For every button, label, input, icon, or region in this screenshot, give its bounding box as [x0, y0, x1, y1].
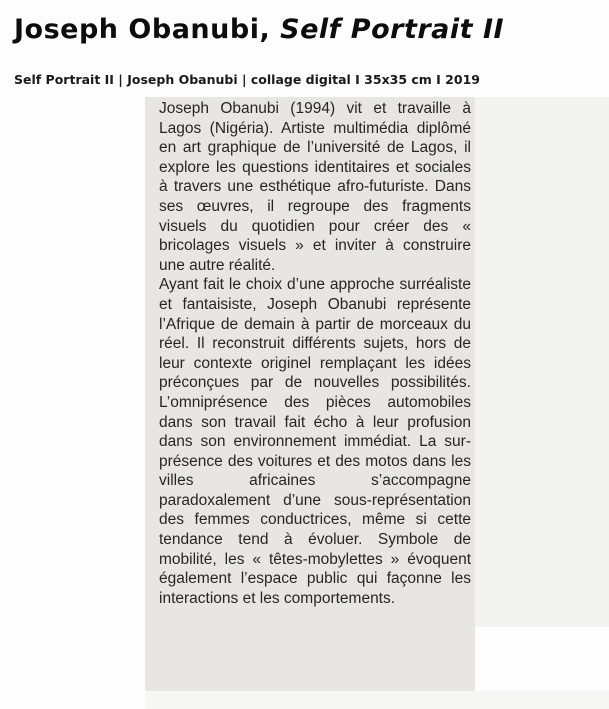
background-strip	[145, 691, 609, 709]
description-paragraph-1: Joseph Obanubi (1994) vit et travaille à Lagos (Nigéria). Artiste multimédia diplômé en art graphique de l’université de Lagos, il explore les questions identitaires et sociales à travers une esthétique afro-futuriste. Dans ses œuvres, il regroupe des fragments visuels du quotidien pour créer des « bricolages visuels » et inviter à construire une autre réalité.	[159, 100, 471, 274]
description-paragraph-2: Ayant fait le choix d’une approche surréaliste et fantaisiste, Joseph Obanubi représente l’Afrique de demain à partir de morceaux du réel. Il reconstruit différents sujets, hors de leur contexte originel remplaçant les idées préconçues par de nouvelles possibilités. L’omniprésence des pièces automobiles dans son travail fait écho à leur profusion dans son environnement immédiat. La sur-présence des voitures et des motos dans les villes africaines s’accompagne paradoxalement d’une sous-représentation des femmes conductrices, même si cette tendance tend à évoluer. Symbole de mobilité, les « têtes-mobylettes » évoquent également l’espace public qui façonne les interactions et les comportements.	[159, 276, 471, 607]
artwork-caption: Self Portrait II | Joseph Obanubi | collage digital I 35x35 cm I 2019	[14, 72, 480, 87]
page-title	[14, 14, 504, 45]
background-panel	[474, 97, 609, 627]
artwork-title: Self Portrait II	[280, 14, 505, 45]
description-panel	[145, 97, 475, 691]
artist-name: Joseph Obanubi,	[14, 14, 271, 45]
